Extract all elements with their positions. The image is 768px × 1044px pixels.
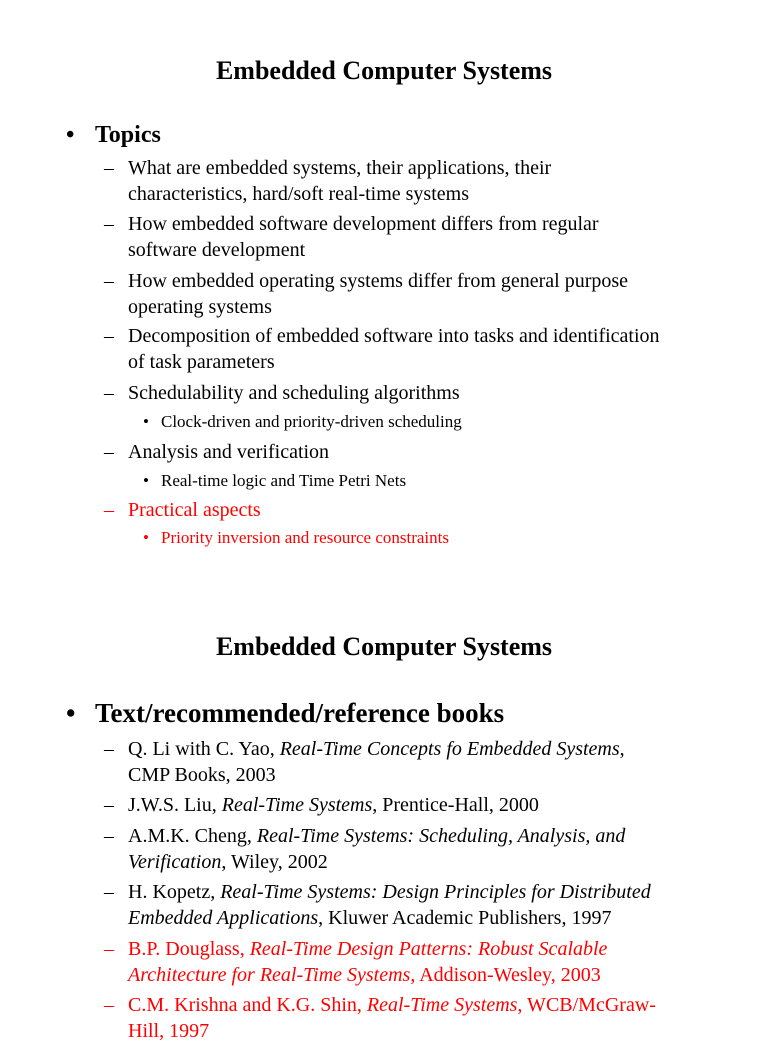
book-title: Embedded Applications [128,907,319,929]
book-title: Verification [128,851,222,873]
book-publisher: , Wiley, 2002 [221,851,328,873]
dash-icon: – [104,938,114,960]
book-author: Q. Li with C. Yao, [128,738,280,760]
dot-icon: • [143,471,149,490]
topic-line: Analysis and verification [128,441,330,463]
book-title: Real-Time Systems [366,994,518,1016]
book-publisher: , [619,738,625,760]
dash-icon: – [104,157,114,179]
books-heading: Text/recommended/reference books [95,698,505,728]
topic-line: How embedded software development differs from regular [128,213,599,235]
book-author: A.M.K. Cheng, [128,825,257,847]
slide-title: Embedded Computer Systems [215,56,553,85]
dash-icon: – [104,825,114,847]
dash-icon: – [104,382,114,404]
topic-line: Practical aspects [128,499,261,521]
dash-icon: – [104,994,114,1016]
subitem-text: Clock-driven and priority-driven scheduling [161,412,462,431]
bullet-icon: • [66,122,75,148]
bullet-icon: • [66,698,76,728]
book-publisher: , Prentice-Hall, 2000 [372,794,539,816]
book-title: Real-Time Systems: Design Principles for Distributed [220,881,651,903]
book-publisher: Hill, 1997 [128,1020,210,1042]
topic-line: Decomposition of embedded software into tasks and identification [128,325,660,347]
book-author: C.M. Krishna and K.G. Shin, [128,994,367,1016]
book-title: Real-Time Concepts fo Embedded Systems [279,738,620,760]
topics-heading: Topics [95,122,161,148]
book-title: Real-Time Systems: Scheduling, Analysis, and [256,825,626,847]
slide-books [0,580,768,1042]
book-publisher: , WCB/McGraw- [517,994,656,1016]
dash-icon: – [104,325,114,347]
topic-line: characteristics, hard/soft real-time systems [128,183,469,205]
topic-line: operating systems [128,296,272,318]
book-publisher: CMP Books, 2003 [128,764,276,786]
dash-icon: – [104,738,114,760]
book-publisher: , Addison-Wesley, 2003 [410,964,601,986]
dash-icon: – [104,794,114,816]
subitem-text: Priority inversion and resource constraints [161,528,449,547]
dash-icon: – [104,499,114,521]
dash-icon: – [104,270,114,292]
subitem-text: Real-time logic and Time Petri Nets [161,471,407,490]
book-publisher: , Kluwer Academic Publishers, 1997 [318,907,612,929]
dash-icon: – [104,881,114,903]
topic-line: of task parameters [128,351,275,373]
dash-icon: – [104,213,114,235]
book-author: J.W.S. Liu, [128,794,222,816]
topic-line: How embedded operating systems differ from general purpose [128,270,629,292]
topic-line: software development [128,239,306,261]
dot-icon: • [143,412,149,431]
slide-title: Embedded Computer Systems [215,632,553,661]
book-title: Real-Time Design Patterns: Robust Scalable [249,938,608,960]
book-author: B.P. Douglass, [128,938,250,960]
book-title: Architecture for Real-Time Systems [128,964,411,986]
book-title: Real-Time Systems [221,794,373,816]
book-author: H. Kopetz, [128,881,221,903]
topic-line: What are embedded systems, their applications, their [128,157,552,179]
dash-icon: – [104,441,114,463]
topic-line: Schedulability and scheduling algorithms [128,382,460,404]
dot-icon: • [143,528,149,547]
